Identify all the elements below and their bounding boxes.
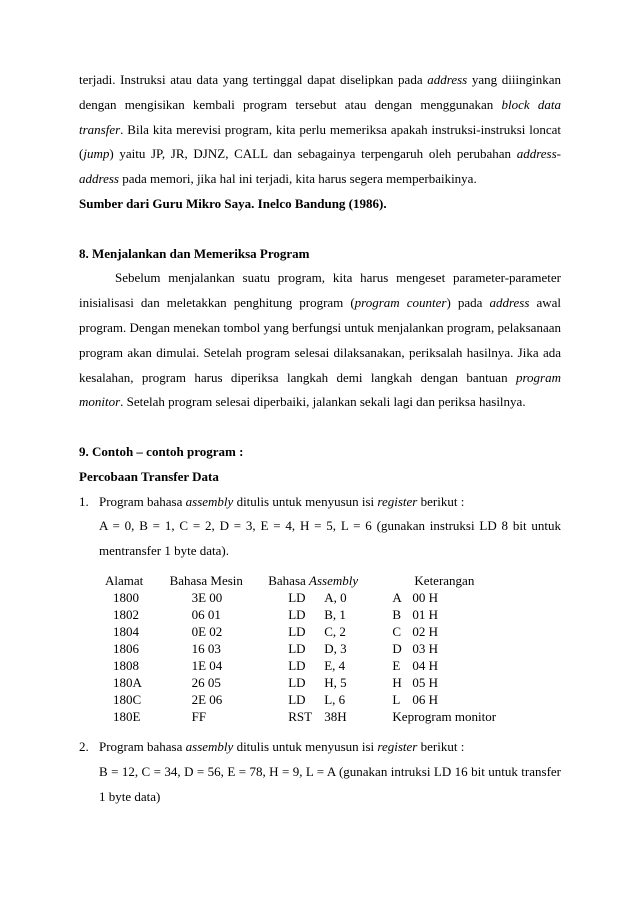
- cell-address: 1804: [113, 623, 139, 639]
- register-name: Keprogram monitor: [392, 708, 497, 724]
- operand: D, 3: [324, 640, 347, 656]
- text: ditulis untuk menyusun isi: [233, 738, 378, 754]
- section-9-heading: 9. Contoh – contoh program :: [79, 443, 244, 459]
- table-row: [105, 691, 561, 708]
- cell-machine-code: 26 05: [191, 674, 221, 690]
- operand: E, 4: [324, 657, 346, 673]
- operand: H, 5: [324, 674, 347, 690]
- text-italic: address-address: [79, 146, 561, 187]
- mnemonic: RST: [288, 708, 313, 724]
- cell-address: 1806: [113, 640, 139, 656]
- text-italic: assembly: [185, 493, 234, 509]
- register-value: 03 H: [412, 640, 439, 656]
- text: ) yaitu JP, JR, DJNZ, CALL dan sebagainya terpengaruh oleh perubahan: [109, 146, 517, 162]
- list-item-text: [99, 735, 561, 760]
- cell-assembly: [268, 606, 392, 623]
- section-8-heading: 8. Menjalankan dan Memeriksa Program: [79, 245, 310, 261]
- text: . Bila kita merevisi program, kita perlu memeriksa apakah instruksi-instruksi loncat (: [79, 121, 561, 162]
- table-header-row: [105, 572, 561, 589]
- text: Program bahasa: [99, 738, 186, 754]
- register-name: A: [392, 589, 402, 605]
- cell-address: 180E: [113, 708, 141, 724]
- cell-machine-code: 06 01: [191, 606, 221, 622]
- cell-keterangan: [392, 589, 561, 606]
- table-row: [105, 623, 561, 640]
- cell-machine-code: 3E 00: [191, 589, 223, 605]
- table-row: [105, 589, 561, 606]
- text: terjadi. Instruksi atau data yang tertinggal dapat diselipkan pada: [79, 72, 428, 87]
- cell-machine-code: 2E 06: [191, 691, 223, 707]
- register-value: 00 H: [412, 589, 439, 605]
- text-italic: program monitor: [79, 369, 561, 410]
- cell-assembly: [268, 691, 392, 708]
- text: Program bahasa: [99, 493, 186, 509]
- text-italic: assembly: [185, 738, 234, 754]
- text: Bahasa: [268, 572, 310, 588]
- operand: L, 6: [324, 691, 346, 707]
- text-italic: block data transfer: [79, 96, 562, 137]
- list-item-2: [79, 735, 561, 809]
- text: . Setelah program selesai diperbaiki, jalankan sekali lagi dan periksa hasilnya.: [120, 394, 526, 410]
- mnemonic: LD: [288, 589, 306, 605]
- register-value: 06 H: [412, 691, 439, 707]
- operand: C, 2: [324, 623, 346, 639]
- cell-assembly: [268, 589, 392, 606]
- table-row: [105, 674, 561, 691]
- register-value: 05 H: [412, 674, 439, 690]
- operand: 38H: [324, 708, 347, 724]
- cell-machine-code: 0E 02: [191, 623, 223, 639]
- cell-keterangan: [392, 623, 561, 640]
- register-name: D: [392, 640, 402, 656]
- text: berikut :: [417, 738, 465, 754]
- cell-address: 180C: [113, 691, 142, 707]
- text: berikut :: [417, 493, 465, 509]
- list-item-text: [99, 490, 561, 515]
- document-page: [79, 68, 561, 809]
- list-item-1: [79, 490, 561, 564]
- register-name: B: [392, 606, 402, 622]
- list-item-detail: B = 12, C = 34, D = 56, E = 78, H = 9, L = A (gunakan intruksi LD 16 bit untuk transfer 1 byte data): [99, 763, 561, 804]
- text-italic: jump: [83, 146, 110, 162]
- table-row: [105, 657, 561, 674]
- text: pada memori, jika hal ini terjadi, kita harus segera memperbaikinya.: [118, 171, 477, 187]
- table-row: [105, 640, 561, 657]
- paragraph-revisi: [79, 68, 561, 192]
- text-italic: program counter: [354, 295, 447, 311]
- header-keterangan: Keterangan: [414, 572, 475, 588]
- header-bahasa-mesin: Bahasa Mesin: [169, 572, 243, 588]
- text: ) pada: [446, 295, 490, 311]
- header-alamat: Alamat: [105, 572, 144, 588]
- cell-assembly: [268, 674, 392, 691]
- text-italic: address: [427, 72, 468, 87]
- text: awal program. Dengan menekan tombol yang berfungsi untuk menjalankan program, pelaksanaan program akan dimulai. Setelah program selesai dilaksanakan, periksalah hasilnya. Jika ada kesalahan, program harus diperiksa langkah demi langkah dengan bantuan: [79, 295, 561, 385]
- text-italic: address: [489, 295, 530, 311]
- list-number: 2.: [79, 738, 89, 754]
- subheading-transfer-data: Percobaan Transfer Data: [79, 468, 219, 484]
- register-value: 04 H: [412, 657, 439, 673]
- register-name: H: [392, 674, 402, 690]
- cell-address: 180A: [113, 674, 142, 690]
- cell-keterangan: [392, 606, 561, 623]
- mnemonic: LD: [288, 691, 306, 707]
- table-row: [105, 708, 561, 725]
- cell-address: 1808: [113, 657, 139, 673]
- register-value: 02 H: [412, 623, 439, 639]
- source-citation: Sumber dari Guru Mikro Saya. Inelco Bandung (1986).: [79, 195, 387, 211]
- text: Sebelum menjalankan suatu program, kita harus mengeset parameter-parameter inisialisasi dan meletakkan penghitung program (: [79, 270, 561, 311]
- mnemonic: LD: [288, 606, 306, 622]
- cell-keterangan: [392, 640, 561, 657]
- cell-assembly: [268, 708, 392, 725]
- cell-assembly: [268, 657, 392, 674]
- cell-assembly: [268, 640, 392, 657]
- text-italic: register: [377, 493, 418, 509]
- register-name: L: [392, 691, 401, 707]
- operand: B, 1: [324, 606, 346, 622]
- register-value: 01 H: [412, 606, 439, 622]
- cell-keterangan: [392, 657, 561, 674]
- mnemonic: LD: [288, 640, 306, 656]
- cell-keterangan: [392, 708, 561, 725]
- text-italic: register: [377, 738, 418, 754]
- cell-address: 1800: [113, 589, 139, 605]
- list-number: 1.: [79, 493, 89, 509]
- cell-machine-code: 16 03: [191, 640, 221, 656]
- mnemonic: LD: [288, 623, 306, 639]
- cell-address: 1802: [113, 606, 139, 622]
- cell-keterangan: [392, 691, 561, 708]
- cell-machine-code: 1E 04: [191, 657, 223, 673]
- text: ditulis untuk menyusun isi: [233, 493, 378, 509]
- cell-assembly: [268, 623, 392, 640]
- text-italic: Assembly: [309, 572, 359, 588]
- mnemonic: LD: [288, 657, 306, 673]
- assembly-table: [105, 572, 561, 725]
- text: yang diiinginkan dengan mengisikan kembali program tersebut atau dengan menggunakan: [79, 72, 561, 112]
- table-body: [105, 589, 561, 725]
- register-name: C: [392, 623, 402, 639]
- paragraph-menjalankan: [79, 266, 561, 415]
- operand: A, 0: [324, 589, 347, 605]
- header-bahasa-assembly: [268, 572, 392, 589]
- cell-keterangan: [392, 674, 561, 691]
- table-row: [105, 606, 561, 623]
- spacer: [79, 415, 561, 440]
- mnemonic: LD: [288, 674, 306, 690]
- cell-machine-code: FF: [191, 708, 207, 724]
- list-item-detail: A = 0, B = 1, C = 2, D = 3, E = 4, H = 5, L = 6 (gunakan instruksi LD 8 bit untuk mentransfer 1 byte data).: [99, 518, 561, 559]
- register-name: E: [392, 657, 401, 673]
- spacer: [79, 217, 561, 242]
